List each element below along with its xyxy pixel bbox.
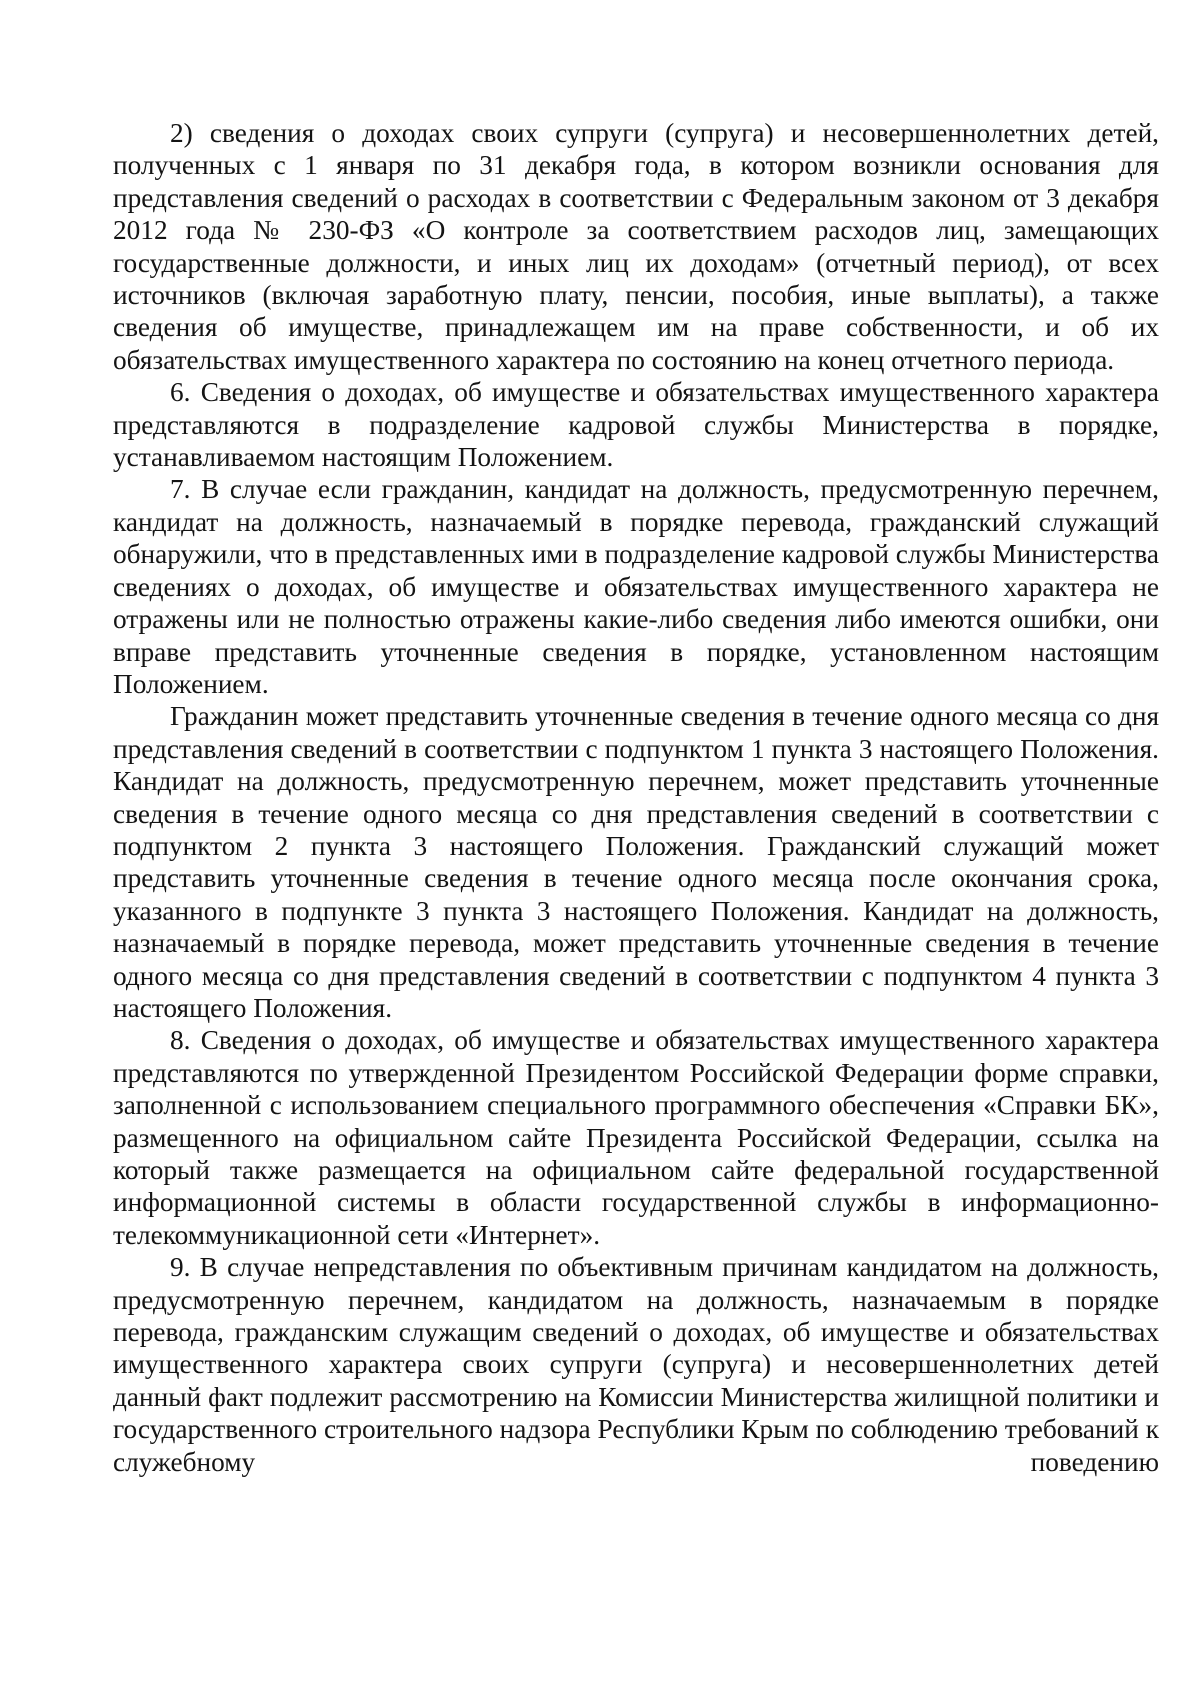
paragraph-item-7-continued: Гражданин может представить уточненные сведения в течение одного месяца со дня представления сведений в соответствии с подпунктом 1 пункта 3 настоящего Положения. Кандидат на должность, предусмотренную перечнем, может представить уточненные сведения в течение одного месяца со дня представления сведений в соответствии с подпунктом 2 пункта 3 настоящего Положения. Гражданский служащий может представить уточненные сведения в течение одного месяца после окончания срока, указанного в подпункте 3 пункта 3 настоящего Положения. Кандидат на должность, назначаемый в порядке перевода, может представить уточненные сведения в течение одного месяца со дня представления сведений в соответствии с подпунктом 4 пункта 3 настоящего Положения.	[113, 701, 1159, 1023]
paragraph-item-7: 7. В случае если гражданин, кандидат на должность, предусмотренную перечнем, кандидат на должность, назначаемый в порядке перевода, гражданский служащий обнаружили, что в представленных ими в подразделение кадровой службы Министерства сведениях о доходах, об имуществе и обязательствах имущественного характера не отражены или не полностью отражены какие-либо сведения либо имеются ошибки, они вправе представить уточненные сведения в порядке, установленном настоящим Положением.	[113, 474, 1159, 699]
paragraph-item-8: 8. Сведения о доходах, об имуществе и обязательствах имущественного характера представляются по утвержденной Президентом Российской Федерации форме справки, заполненной с использованием специального программного обеспечения «Справки БК», размещенного на официальном сайте Президента Российской Федерации, ссылка на который также размещается на официальном сайте федеральной государственной информационной системы в области государственной службы в информационно-телекоммуникационной сети «Интернет».	[113, 1025, 1159, 1250]
document-body	[113, 117, 1159, 1478]
paragraph-subitem-2: 2) сведения о доходах своих супруги (супруга) и несовершеннолетних детей, полученных с 1 января по 31 декабря года, в котором возникли основания для представления сведений о расходах в соответствии с Федеральным законом от 3 декабря 2012 года № 230-ФЗ «О контроле за соответствием расходов лиц, замещающих государственные должности, и иных лиц их доходам» (отчетный период), от всех источников (включая заработную плату, пенсии, пособия, иные выплаты), а также сведения об имуществе, принадлежащем им на праве собственности, и об их обязательствах имущественного характера по состоянию на конец отчетного периода.	[113, 118, 1159, 375]
paragraph-item-9: 9. В случае непредставления по объективным причинам кандидатом на должность, предусмотренную перечнем, кандидатом на должность, назначаемым в порядке перевода, гражданским служащим сведений о доходах, об имуществе и обязательствах имущественного характера своих супруги (супруга) и несовершеннолетних детей данный факт подлежит рассмотрению на Комиссии Министерства жилищной политики и государственного строительного надзора Республики Крым по соблюдению требований к служебному поведению	[113, 1252, 1159, 1477]
paragraph-item-6: 6. Сведения о доходах, об имуществе и обязательствах имущественного характера представляются в подразделение кадровой службы Министерства в порядке, устанавливаемом настоящим Положением.	[113, 377, 1159, 473]
